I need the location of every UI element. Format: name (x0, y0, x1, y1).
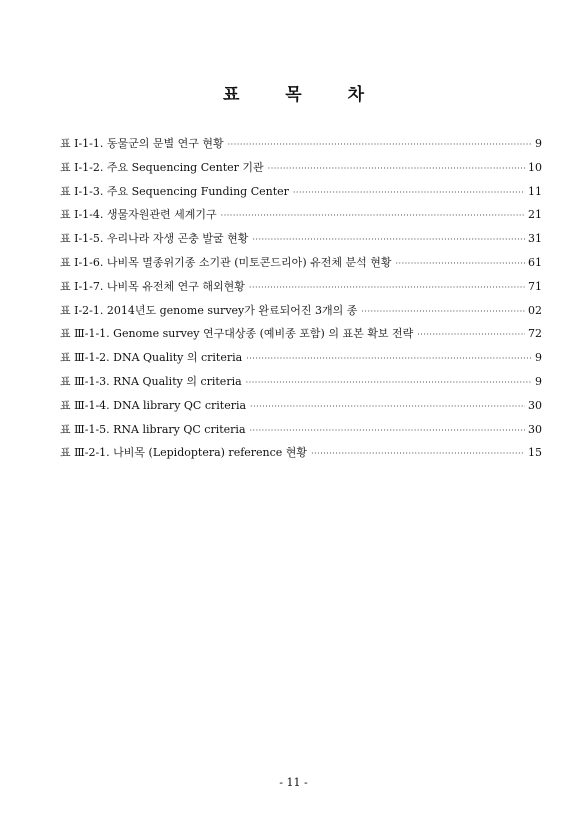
toc-entry-link[interactable] (60, 231, 542, 248)
toc-entry-label: 표 Ⅲ-1-3. RNA Quality 의 criteria (60, 374, 242, 388)
toc-entry (60, 398, 542, 422)
dot-leader (311, 446, 525, 462)
toc-entry (60, 374, 542, 398)
toc-entry-label: 표 Ⅰ-1-3. 주요 Sequencing Funding Center (60, 184, 289, 198)
toc-entry-link[interactable] (60, 207, 542, 224)
toc-entry (60, 350, 542, 374)
toc-entry-label: 표 Ⅰ-2-1. 2014년도 genome survey가 완료되어진 3개의 종 (60, 303, 358, 317)
dot-leader (293, 185, 525, 201)
toc-entry-label: 표 Ⅰ-1-1. 동물군의 문별 연구 현황 (60, 137, 224, 150)
toc-entry-page: 72 (528, 327, 542, 341)
page-title: 표 목 차 (222, 85, 385, 105)
toc-entry-label: 표 Ⅰ-1-5. 우리나라 자생 곤충 발굴 현황 (60, 232, 249, 246)
toc-entry-link[interactable] (60, 422, 542, 439)
toc-entry-label: 표 Ⅲ-1-2. DNA Quality 의 criteria (60, 351, 243, 365)
dot-leader (246, 375, 532, 391)
toc-entry (60, 160, 542, 184)
toc-entry-link[interactable] (60, 255, 542, 272)
toc-entry-label: 표 Ⅰ-1-4. 생물자원관련 세계기구 (60, 208, 217, 222)
toc-entry-page: 21 (528, 208, 542, 222)
dot-leader (250, 423, 526, 439)
table-of-contents (60, 136, 542, 469)
dot-leader (268, 161, 525, 177)
toc-entry (60, 303, 542, 327)
toc-entry-link[interactable] (60, 279, 542, 296)
toc-entry (60, 326, 542, 350)
dot-leader (395, 256, 525, 272)
toc-entry-link[interactable] (60, 445, 542, 462)
toc-entry-page: 9 (535, 374, 542, 388)
dot-leader (246, 351, 532, 367)
dot-leader (228, 137, 532, 153)
toc-entry-page: 30 (528, 398, 542, 412)
toc-entry-link[interactable] (60, 398, 542, 415)
dot-leader (221, 208, 525, 224)
toc-entry (60, 184, 542, 208)
toc-entry-link[interactable] (60, 184, 542, 201)
toc-entry-page: 31 (528, 232, 542, 246)
toc-entry (60, 279, 542, 303)
toc-entry (60, 136, 542, 160)
dot-leader (249, 280, 525, 296)
toc-entry-page: 15 (528, 446, 542, 460)
toc-entry-link[interactable] (60, 326, 542, 343)
toc-entry-page: 9 (535, 351, 542, 365)
toc-entry-link[interactable] (60, 303, 542, 320)
toc-entry-link[interactable] (60, 160, 542, 177)
toc-entry (60, 255, 542, 279)
toc-entry (60, 445, 542, 469)
toc-entry-label: 표 Ⅲ-1-4. DNA library QC criteria (60, 398, 247, 412)
toc-entry-label: 표 Ⅰ-1-6. 나비목 멸종위기종 소기관 (미토콘드리아) 유전체 분석 현황 (60, 255, 392, 269)
toc-entry-page: 61 (528, 255, 542, 269)
dot-leader (252, 232, 525, 248)
toc-entry-link[interactable] (60, 374, 542, 391)
toc-entry (60, 422, 542, 446)
page-number: - 11 - (279, 776, 308, 789)
dot-leader (250, 399, 525, 415)
toc-entry-page: 9 (535, 137, 542, 150)
toc-entry-link[interactable] (60, 350, 542, 367)
dot-leader (361, 304, 525, 320)
toc-entry-link[interactable] (60, 136, 542, 153)
dot-leader (417, 327, 525, 343)
toc-entry-label: 표 Ⅰ-1-2. 주요 Sequencing Center 기관 (60, 160, 264, 174)
toc-entry-page: 02 (528, 303, 542, 317)
toc-entry-page: 11 (528, 184, 542, 198)
toc-entry-label: 표 Ⅰ-1-7. 나비목 유전체 연구 해외현황 (60, 279, 245, 293)
toc-entry-page: 30 (528, 422, 542, 436)
toc-entry-page: 71 (528, 279, 542, 293)
toc-entry-label: 표 Ⅲ-2-1. 나비목 (Lepidoptera) reference 현황 (60, 446, 308, 460)
toc-entry-label: 표 Ⅲ-1-5. RNA library QC criteria (60, 422, 246, 436)
toc-entry (60, 207, 542, 231)
toc-entry-label: 표 Ⅲ-1-1. Genome survey 연구대상종 (예비종 포함) 의 표본 확보 전략 (60, 327, 414, 341)
toc-entry (60, 231, 542, 255)
toc-entry-page: 10 (528, 160, 542, 174)
